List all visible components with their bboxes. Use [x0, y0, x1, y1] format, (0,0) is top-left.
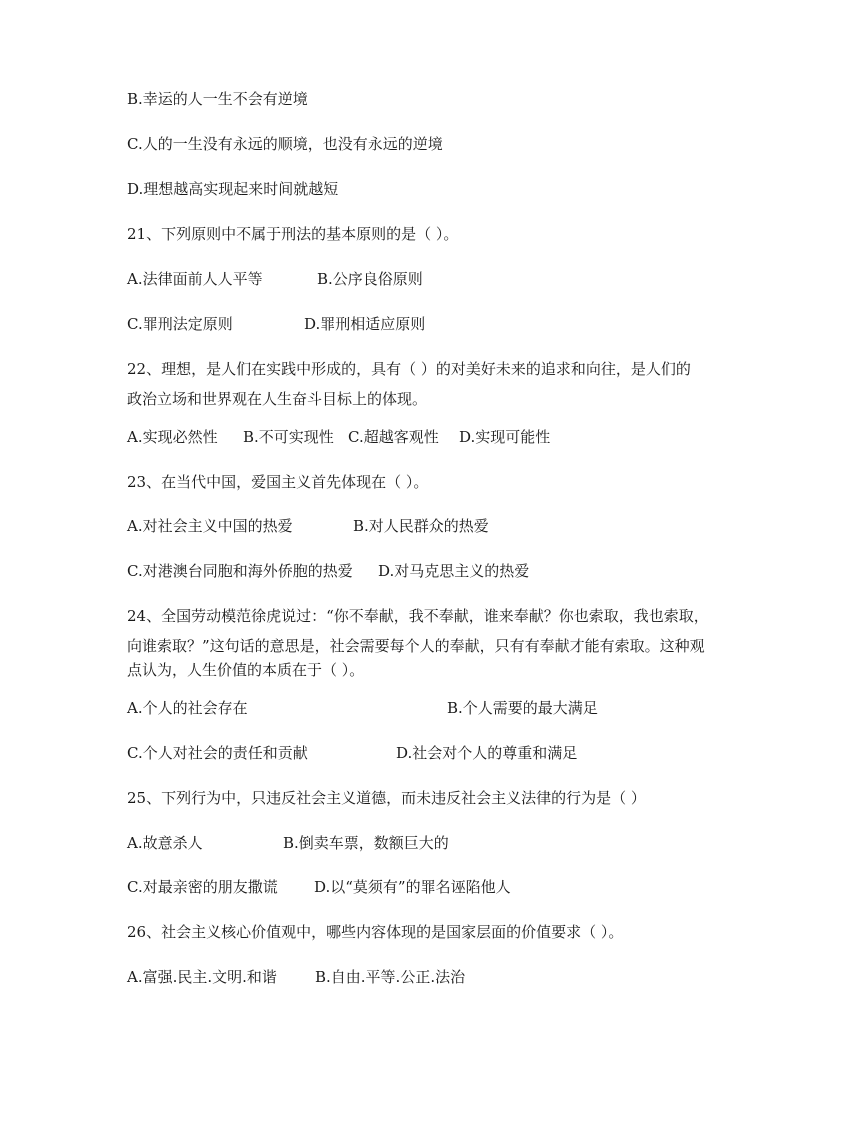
option-a: A.故意杀人 [127, 834, 203, 852]
option-d: D.罪刑相适应原则 [304, 315, 426, 333]
option-b: B.个人需要的最大满足 [447, 699, 598, 717]
option-text: C.人的一生没有永远的顺境，也没有永远的逆境 [127, 135, 443, 153]
option-c: C.个人对社会的责任和贡献 [127, 744, 308, 762]
option-a: A.个人的社会存在 [127, 699, 248, 717]
option-d: D.对马克思主义的热爱 [378, 562, 530, 580]
option-b: B.不可实现性 [243, 428, 334, 446]
option-a: A.对社会主义中国的热爱 [127, 517, 293, 535]
question-text: 25、下列行为中，只违反社会主义道德，而未违反社会主义法律的行为是（ ） [127, 789, 646, 807]
option-b: B.公序良俗原则 [317, 270, 423, 288]
option-text: B.幸运的人一生不会有逆境 [127, 90, 308, 108]
option-c: C.罪刑法定原则 [127, 315, 233, 333]
question-text: 政治立场和世界观在人生奋斗目标上的体现。 [127, 390, 428, 408]
option-d: D.实现可能性 [459, 428, 551, 446]
option-c: C.超越客观性 [348, 428, 439, 446]
option-a: A.实现必然性 [127, 428, 218, 446]
option-c: C.对港澳台同胞和海外侨胞的热爱 [127, 562, 353, 580]
question-text: 23、在当代中国，爱国主义首先体现在（ ）。 [127, 473, 429, 491]
question-text: 24、全国劳动模范徐虎说过：“你不奉献，我不奉献，谁来奉献？你也索取，我也索取， [127, 607, 709, 625]
question-text: 26、社会主义核心价值观中，哪些内容体现的是国家层面的价值要求（ ）。 [127, 923, 624, 941]
question-text: 向谁索取？”这句话的意思是，社会需要每个人的奉献，只有有奉献才能有索取。这种观 [127, 637, 705, 655]
option-b: B.倒卖车票，数额巨大的 [283, 834, 449, 852]
option-a: A.法律面前人人平等 [127, 270, 263, 288]
option-c: C.对最亲密的朋友撒谎 [127, 878, 278, 896]
option-a: A.富强.民主.文明.和谐 [127, 968, 277, 986]
option-text: D.理想越高实现起来时间就越短 [127, 180, 339, 198]
question-text: 21、下列原则中不属于刑法的基本原则的是（ ）。 [127, 225, 459, 243]
question-text: 点认为，人生价值的本质在于（ ）。 [127, 661, 365, 679]
option-b: B.对人民群众的热爱 [353, 517, 489, 535]
question-text: 22、理想，是人们在实践中形成的，具有（ ）的对美好未来的追求和向往，是人们的 [127, 360, 691, 378]
option-d: D.社会对个人的尊重和满足 [396, 744, 578, 762]
option-d: D.以“莫须有”的罪名诬陷他人 [314, 878, 511, 896]
option-b: B.自由.平等.公正.法治 [315, 968, 466, 986]
